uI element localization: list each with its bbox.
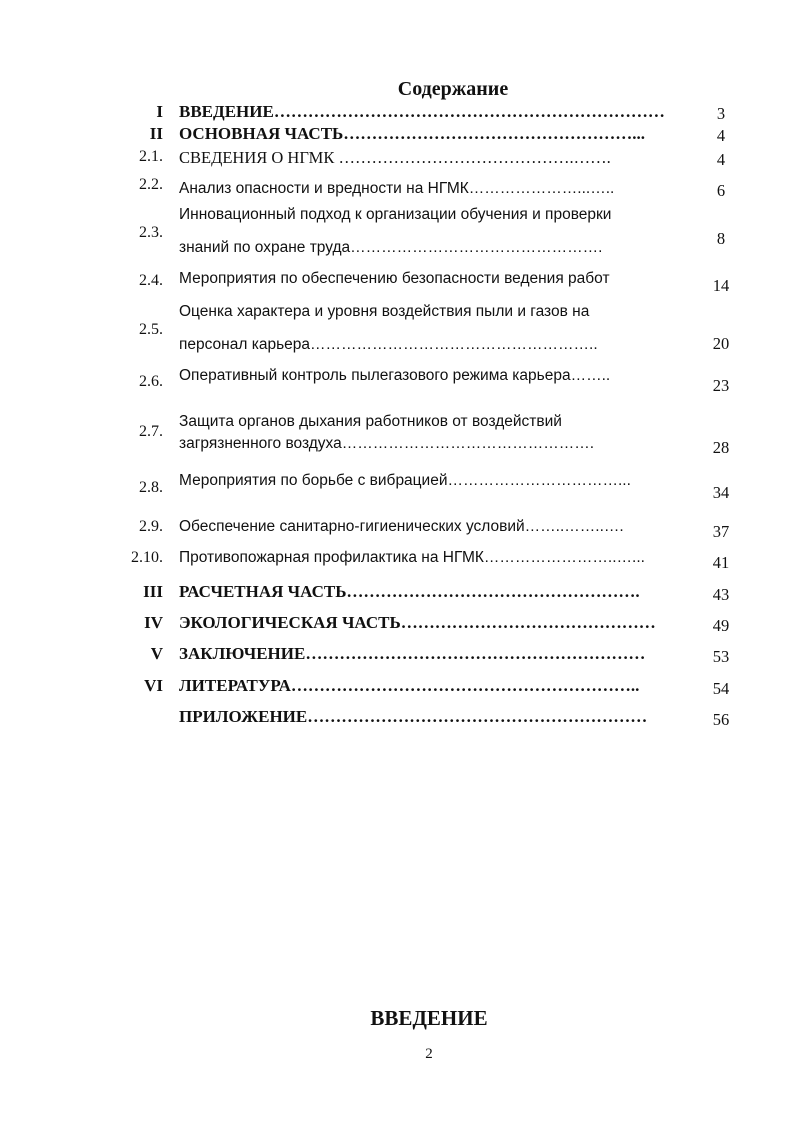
- toc-entry-number: 2.6.: [139, 373, 163, 390]
- toc-entry: [0, 676, 800, 700]
- toc-entry-page: 4: [716, 150, 726, 169]
- toc-entry-text: РАСЧЕТНАЯ ЧАСТЬ…………………………………………….: [179, 582, 640, 601]
- toc-entry-page: 53: [712, 647, 730, 666]
- toc-entry-text-continued: знаний по охране труда………………………………………….: [179, 239, 603, 256]
- toc-entry-number: I: [156, 102, 163, 121]
- toc-entry-text: ЛИТЕРАТУРА……………………………………………………..: [179, 676, 640, 695]
- toc-entry-page: 6: [716, 181, 726, 200]
- toc-entry-text-continued: персонал карьера………………………………………………..: [179, 336, 598, 353]
- toc-entry-number: V: [150, 644, 163, 663]
- toc-entry-text: Защита органов дыхания работников от воздействий: [179, 413, 562, 430]
- toc-entry-page: 56: [712, 710, 730, 729]
- toc-entry: [0, 549, 800, 573]
- toc-entry-page: 23: [712, 376, 730, 395]
- toc-entry-number: 2.4.: [139, 272, 163, 289]
- toc-entry: [0, 270, 800, 294]
- toc-entry-page: 41: [712, 553, 730, 572]
- toc-entry-page: 20: [712, 334, 730, 353]
- toc-entry-page: 49: [712, 616, 730, 635]
- toc-entry: [0, 176, 800, 204]
- toc-entry-page: 4: [716, 126, 726, 145]
- page-number: 2: [425, 1046, 433, 1062]
- toc-entry: [0, 367, 800, 395]
- toc-entry-number: II: [149, 124, 163, 143]
- toc-entry-page: 3: [716, 104, 726, 123]
- toc-entry-text-continued: загрязненного воздуха………………………………………….: [179, 435, 595, 452]
- toc-entry: [0, 518, 800, 542]
- toc-entry-text: Инновационный подход к организации обучения и проверки: [179, 206, 612, 223]
- toc-entry-text: Оценка характера и уровня воздействия пыли и газов на: [179, 303, 590, 320]
- toc-entry: [0, 148, 800, 172]
- toc-entry: [0, 413, 800, 457]
- toc-entry-text: Оперативный контроль пылегазового режима карьера……..: [179, 367, 611, 384]
- toc-entry-page: 37: [712, 522, 730, 541]
- toc-entry-number: VI: [144, 676, 163, 695]
- toc-entry-number: 2.3.: [139, 224, 163, 241]
- toc-entry-number: 2.10.: [131, 549, 163, 566]
- toc-entry: [0, 102, 800, 126]
- toc-entry: [0, 613, 800, 637]
- toc-entry-number: 2.2.: [139, 176, 163, 193]
- toc-entry-page: 8: [716, 229, 726, 248]
- toc-entry-number: 2.9.: [139, 518, 163, 535]
- toc-entry-page: 28: [712, 438, 730, 457]
- toc-entry-number: IV: [144, 613, 163, 632]
- toc-entry: [0, 124, 800, 148]
- toc-entry-page: 54: [712, 679, 730, 698]
- toc-title: Содержание: [397, 78, 509, 100]
- toc-entry-text: Противопожарная профилактика на НГМК……………………..…...: [179, 549, 645, 566]
- toc-entry: [0, 582, 800, 606]
- toc-entry-text: ОСНОВНАЯ ЧАСТЬ……………………………………………...: [179, 124, 646, 143]
- toc-entry: [0, 644, 800, 668]
- toc-entry-number: 2.5.: [139, 321, 163, 338]
- toc-entry-text: Мероприятия по борьбе с вибрацией……………………………...: [179, 472, 631, 489]
- toc-entry-number: 2.1.: [139, 148, 163, 165]
- toc-entry: [0, 206, 800, 256]
- toc-entry-text: Обеспечение санитарно-гигиенических условий……..……..….: [179, 518, 624, 535]
- toc-entry: [0, 472, 800, 502]
- toc-entry-page: 14: [712, 276, 730, 295]
- toc-entry-text: Мероприятия по обеспечению безопасности ведения работ: [179, 270, 610, 287]
- toc-entry-text: ПРИЛОЖЕНИЕ……………………………………………………: [179, 707, 648, 726]
- toc-entry: [0, 707, 800, 731]
- toc-entry-text: ЗАКЛЮЧЕНИЕ……………………………………………………: [179, 644, 646, 663]
- toc-entry-text: ЭКОЛОГИЧЕСКАЯ ЧАСТЬ………………………………………: [179, 613, 656, 632]
- toc-entry-text: Анализ опасности и вредности на НГМК…………………...…..: [179, 180, 615, 197]
- toc-entry-number: 2.8.: [139, 479, 163, 496]
- toc-entry: [0, 303, 800, 353]
- toc-entry-page: 34: [712, 483, 730, 502]
- toc-entry-number: III: [143, 582, 163, 601]
- toc-entry-text: ВВЕДЕНИЕ……………………………………………………………: [179, 102, 665, 121]
- toc-entry-text: СВЕДЕНИЯ О НГМК …………………………………….…….: [179, 148, 611, 167]
- section-heading: ВВЕДЕНИЕ: [370, 1006, 488, 1030]
- toc-entry-page: 43: [712, 585, 730, 604]
- toc-entry-number: 2.7.: [139, 423, 163, 440]
